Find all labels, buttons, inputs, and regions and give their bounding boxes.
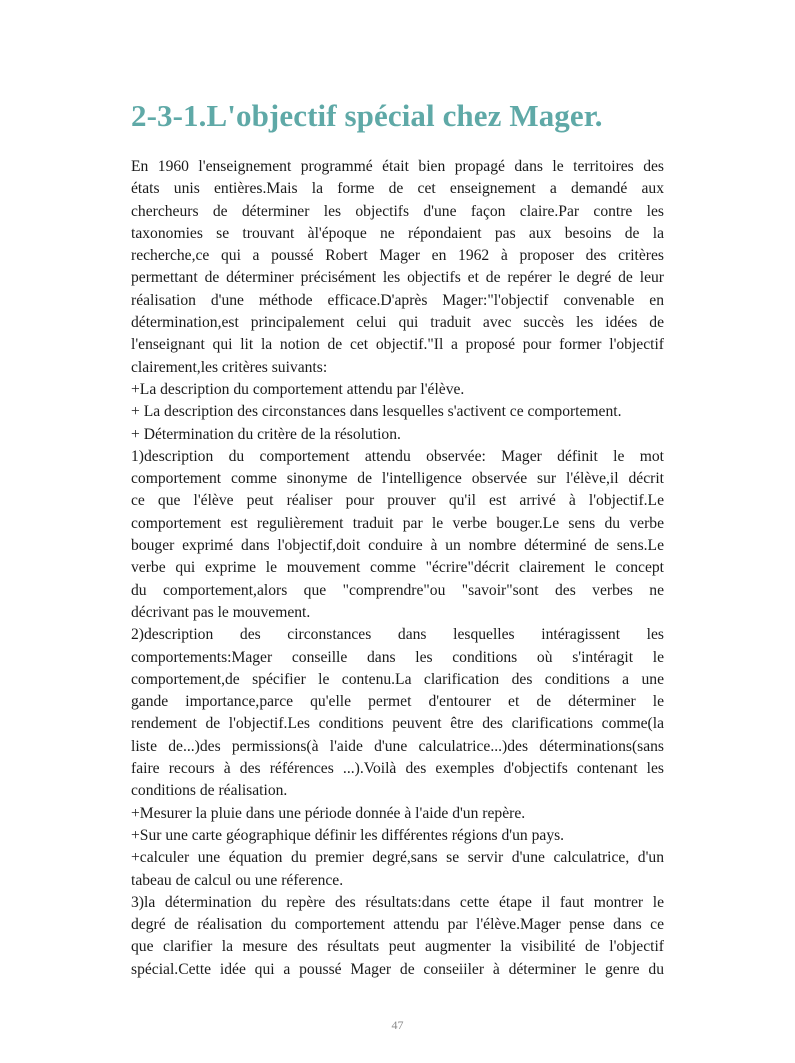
- text-line: +Sur une carte géographique définir les différentes régions d'un pays.: [131, 826, 565, 844]
- text-line: du comportement,alors que "comprendre"ou "savoir"sont des verbes ne: [131, 581, 664, 599]
- text-line: recherche,ce qui a poussé Robert Mager en 1962 à proposer des critères: [131, 247, 664, 265]
- text-line: 3)la détermination du repère des résultats:dans cette étape il faut montrer le: [131, 893, 664, 911]
- text-line: conditions de réalisation.: [131, 782, 288, 800]
- text-line: liste de...)des permissions(à l'aide d'une calculatrice...)des déterminations(sans: [131, 737, 664, 755]
- text-line: permettant de déterminer précisément les objectifs et de repérer le degré de leur: [131, 269, 664, 287]
- text-line: bouger exprimé dans l'objectif,doit conduire à un nombre déterminé de sens.Le: [131, 537, 664, 555]
- text-line: faire recours à des références ...).Voilà des exemples d'objectifs contenant les: [131, 760, 664, 778]
- text-line: taxonomies se trouvant àl'époque ne répondaient pas aux besoins de la: [131, 224, 664, 242]
- text-line: chercheurs de déterminer les objectifs d'une façon claire.Par contre les: [131, 202, 664, 220]
- text-line: 2)description des circonstances dans lesquelles intéragissent les: [131, 626, 664, 644]
- text-line: +Mesurer la pluie dans une période donnée à l'aide d'un repère.: [131, 804, 526, 822]
- text-line: En 1960 l'enseignement programmé était bien propagé dans le territoires des: [131, 158, 664, 175]
- text-line: réalisation d'une méthode efficace.D'après Mager:"l'objectif convenable en: [131, 291, 664, 309]
- text-line: 1)description du comportement attendu observée: Mager définit le mot: [131, 447, 664, 465]
- text-line: +La description du comportement attendu par l'élève.: [131, 380, 465, 398]
- text-line: clairement,les critères suivants:: [131, 358, 328, 376]
- text-line: degré de réalisation du comportement attendu par l'élève.Mager pense dans ce: [131, 916, 664, 934]
- text-line: comportement,de spécifier le contenu.La clarification des conditions a une: [131, 670, 664, 688]
- text-line: tabeau de calcul ou une réference.: [131, 871, 344, 889]
- text-line: états unis entières.Mais la forme de cet enseignement a demandé aux: [131, 180, 664, 198]
- section-heading: 2-3-1.L'objectif spécial chez Mager.: [131, 98, 603, 133]
- text-line: gande importance,parce qu'elle permet d'entourer et de déterminer le: [131, 693, 664, 711]
- text-line: spécial.Cette idée qui a poussé Mager de conseiiler à déterminer le genre du: [131, 960, 664, 978]
- text-line: détermination,est principalement celui qui traduit avec succès les idées de: [131, 314, 664, 332]
- text-line: + La description des circonstances dans lesquelles s'activent ce comportement.: [131, 403, 622, 421]
- text-line: +calculer une équation du premier degré,sans se servir d'une calculatrice, d'un: [131, 849, 664, 867]
- text-line: comportements:Mager conseille dans les conditions où s'intéragit le: [131, 648, 664, 666]
- text-line: que clarifier la mesure des résultats peut augmenter la visibilité de l'objectif: [131, 938, 664, 956]
- text-line: l'enseignant qui lit la notion de cet objectif."Il a proposé pour former l'objectif: [131, 336, 664, 354]
- text-line: rendement de l'objectif.Les conditions peuvent être des clarifications comme(la: [131, 715, 664, 733]
- text-line: + Détermination du critère de la résolution.: [131, 425, 401, 443]
- page-number: 47: [391, 1018, 404, 1032]
- text-line: comportement comme sinonyme de l'intelligence observée sur l'élève,il décrit: [131, 470, 664, 488]
- text-line: comportement est regulièrement traduit par le verbe bouger.Le sens du verbe: [131, 514, 664, 532]
- text-line: décrivant pas le mouvement.: [131, 603, 311, 621]
- text-line: verbe qui exprime le mouvement comme "écrire"décrit clairement le concept: [131, 559, 664, 577]
- body-text: [131, 156, 664, 981]
- text-line: ce que l'élève peut réaliser pour prouver qu'il est arrivé à l'objectif.Le: [131, 492, 664, 510]
